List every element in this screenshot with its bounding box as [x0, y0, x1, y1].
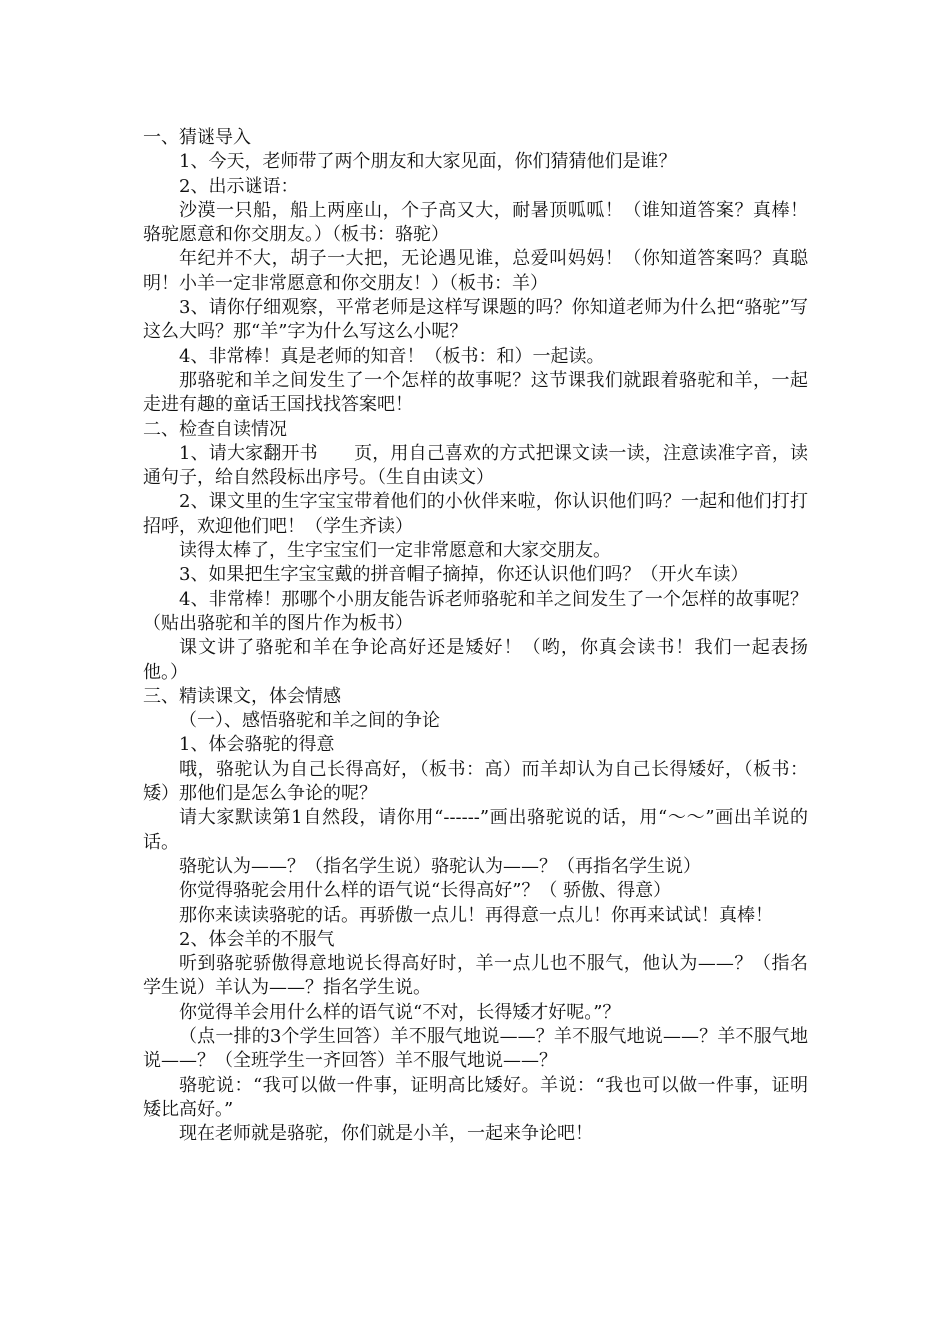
paragraph: 请大家默读第1自然段，请你用“------”画出骆驼说的话，用“～～”画出羊说的话。 [143, 807, 808, 853]
paragraph: 3、如果把生字宝宝戴的拼音帽子摘掉，你还认识他们吗？（开火车读） [179, 564, 749, 586]
paragraph: 骆驼认为——？（指名学生说）骆驼认为——？（再指名学生说） [179, 855, 701, 877]
paragraph: 2、出示谜语： [179, 175, 299, 197]
heading-3: 三、精读课文，体会情感 [143, 685, 341, 707]
paragraph: 2、课文里的生字宝宝带着他们的小伙伴来啦，你认识他们吗？一起和他们打打招呼，欢迎他们吧！（学生齐读） [143, 491, 808, 537]
paragraph: 哦，骆驼认为自己长得高好，（板书：高）而羊却认为自己长得矮好，（板书：矮）那他们是怎么争论的呢？ [143, 758, 808, 805]
heading-1: 一、猜谜导入 [143, 127, 251, 148]
paragraph: 1、请大家翻开书 页，用自己喜欢的方式把课文读一读，注意读准字音，读通句子，给自然段标出序号。（生自由读文） [143, 442, 808, 489]
paragraph: 那你来读读骆驼的话。再骄傲一点儿！再得意一点儿！你再来试试！真棒！ [179, 904, 773, 926]
paragraph: 4、非常棒！那哪个小朋友能告诉老师骆驼和羊之间发生了一个怎样的故事呢？（贴出骆驼和羊的图片作为板书） [143, 588, 808, 634]
paragraph: 1、体会骆驼的得意 [179, 734, 335, 756]
paragraph: 沙漠一只船，船上两座山，个子高又大，耐暑顶呱呱！（谁知道答案？真棒！骆驼愿意和你交朋友。）（板书：骆驼） [143, 199, 808, 246]
paragraph: 你觉得骆驼会用什么样的语气说“长得高好”？（ 骄傲、得意） [179, 880, 672, 902]
paragraph: 那骆驼和羊之间发生了一个怎样的故事呢？这节课我们就跟着骆驼和羊，一起走进有趣的童话王国找找答案吧！ [143, 369, 808, 416]
paragraph: 现在老师就是骆驼，你们就是小羊，一起来争论吧！ [179, 1123, 593, 1145]
subheading: （一）、感悟骆驼和羊之间的争论 [179, 710, 440, 732]
paragraph: 课文讲了骆驼和羊在争论高好还是矮好！（哟，你真会读书！我们一起表扬他。） [143, 637, 808, 683]
paragraph: 年纪并不大，胡子一大把，无论遇见谁，总爱叫妈妈！（你知道答案吗？真聪明！小羊一定非常愿意和你交朋友！）（板书：羊） [143, 248, 808, 294]
paragraph: 2、体会羊的不服气 [179, 928, 335, 950]
document-page [143, 126, 808, 1146]
paragraph: 4、非常棒！真是老师的知音！（板书：和）一起读。 [179, 345, 605, 367]
paragraph: （点一排的3个学生回答）羊不服气地说——？羊不服气地说——？羊不服气地说——？（全班学生一齐回答）羊不服气地说——？ [143, 1025, 808, 1072]
paragraph: 听到骆驼骄傲得意地说长得高好时，羊一点儿也不服气，他认为——？（指名学生说）羊认为——？指名学生说。 [143, 953, 808, 999]
paragraph: 1、今天，老师带了两个朋友和大家见面，你们猜猜他们是谁？ [179, 151, 677, 173]
paragraph: 你觉得羊会用什么样的语气说“不对，长得矮才好呢。”？ [179, 1001, 621, 1023]
paragraph: 骆驼说：“我可以做一件事，证明高比矮好。羊说：“我也可以做一件事，证明矮比高好。” [143, 1074, 808, 1120]
paragraph: 3、请你仔细观察，平常老师是这样写课题的吗？你知道老师为什么把“骆驼”写这么大吗？那“羊”字为什么写这么小呢？ [143, 297, 808, 343]
heading-2: 二、检查自读情况 [143, 418, 287, 440]
paragraph: 读得太棒了，生字宝宝们一定非常愿意和大家交朋友。 [179, 540, 611, 562]
